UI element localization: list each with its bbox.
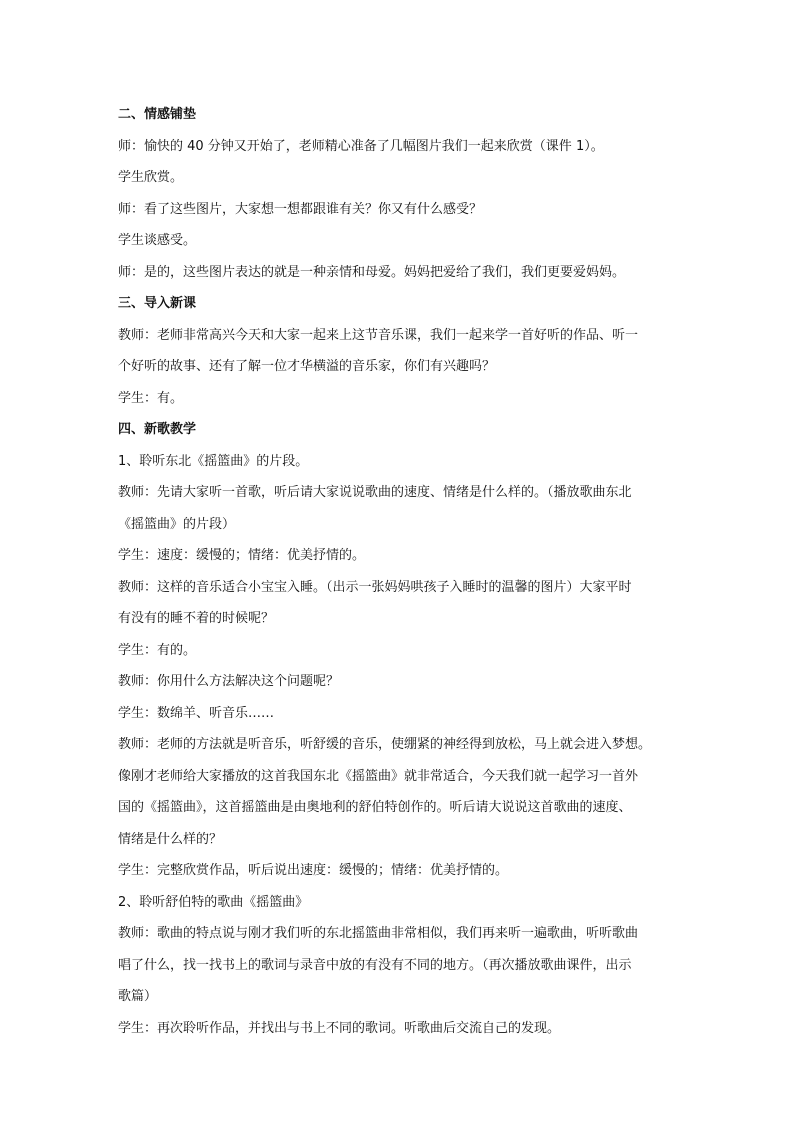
paragraph-line: 情绪是什么样的？ <box>118 831 223 847</box>
paragraph-line: 学生：有的。 <box>118 642 197 658</box>
paragraph-line: 像刚才老师给大家播放的这首我国东北《摇篮曲》就非常适合，今天我们就一起学习一首外 <box>118 768 639 784</box>
paragraph-line: 教师：这样的音乐适合小宝宝入睡。（出示一张妈妈哄孩子入睡时的温馨的图片）大家平时 <box>118 579 632 595</box>
section-heading-emotion: 二、情感铺垫 <box>118 107 197 122</box>
paragraph-line: 学生：再次聆听作品，并找出与书上不同的歌词。听歌曲后交流自己的发现。 <box>118 1020 561 1036</box>
paragraph-line: 师：愉快的 40 分钟又开始了，老师精心准备了几幅图片我们一起来欣赏（课件 1）。 <box>118 138 604 154</box>
paragraph-line: 学生欣赏。 <box>118 170 184 185</box>
paragraph-line: 个好听的故事、还有了解一位才华横溢的音乐家，你们有兴趣吗？ <box>118 359 496 374</box>
paragraph-line: 《摇篮曲》的片段） <box>118 516 236 532</box>
paragraph-line: 国的《摇篮曲》，这首摇篮曲是由奥地利的舒伯特创作的。听后请大说说这首歌曲的速度、 <box>118 800 632 815</box>
paragraph-line: 教师：老师的方法就是听音乐，听舒缓的音乐，使绷紧的神经得到放松，马上就会进入梦想。 <box>118 737 652 752</box>
paragraph-line: 学生：有。 <box>118 390 184 406</box>
paragraph-line: 学生：速度：缓慢的；情绪：优美抒情的。 <box>118 548 366 563</box>
paragraph-line: 教师：你用什么方法解决这个问题呢？ <box>118 674 340 689</box>
paragraph-line: 学生：完整欣赏作品，听后说出速度：缓慢的；情绪：优美抒情的。 <box>118 863 509 878</box>
section-heading-intro: 三、导入新课 <box>118 296 197 311</box>
paragraph-line: 教师：老师非常高兴今天和大家一起来上这节音乐课，我们一起来学一首好听的作品、听一 <box>118 327 639 343</box>
paragraph-line: 学生：数绵羊、听音乐…… <box>118 705 275 721</box>
paragraph-line: 教师：歌曲的特点说与刚才我们听的东北摇篮曲非常相似，我们再来听一遍歌曲，听听歌曲 <box>118 926 639 941</box>
paragraph-line: 有没有的睡不着的时候呢？ <box>118 611 275 626</box>
paragraph-line: 师：看了这些图片，大家想一想都跟谁有关？你又有什么感受？ <box>118 201 483 217</box>
section-heading-new-song: 四、新歌教学 <box>118 422 197 437</box>
paragraph-line: 歌篇） <box>118 989 158 1004</box>
paragraph-line: 学生谈感受。 <box>118 233 197 248</box>
paragraph-line: 师：是的，这些图片表达的就是一种亲情和母爱。妈妈把爱给了我们，我们更要爱妈妈。 <box>118 264 626 280</box>
paragraph-line: 唱了什么，找一找书上的歌词与录音中放的有没有不同的地方。（再次播放歌曲课件，出示 <box>118 957 632 973</box>
document-page <box>118 99 678 1044</box>
paragraph-line: 2、聆听舒伯特的歌曲《摇篮曲》 <box>118 894 309 910</box>
paragraph-line: 1、聆听东北《摇篮曲》的片段。 <box>118 453 309 469</box>
paragraph-line: 教师：先请大家听一首歌，听后请大家说说歌曲的速度、情绪是什么样的。（播放歌曲东北 <box>118 485 632 500</box>
